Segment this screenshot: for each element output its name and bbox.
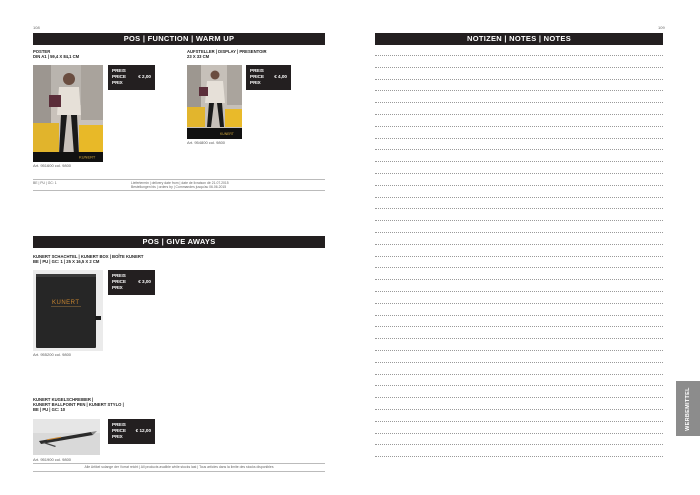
- note-line: [375, 350, 663, 351]
- display-brand: KUNERT: [220, 132, 234, 136]
- note-line: [375, 90, 663, 91]
- note-line: [375, 208, 663, 209]
- box-brand: KUNERT: [52, 300, 80, 306]
- note-line: [375, 433, 663, 434]
- note-line: [375, 374, 663, 375]
- note-line: [375, 326, 663, 327]
- pen-label: [33, 397, 124, 413]
- delivery-info: [131, 181, 229, 189]
- box-price-box: [108, 270, 155, 295]
- divider: [33, 471, 325, 472]
- pen-article: Art. 951900 col. 9800: [33, 457, 72, 462]
- pen-price-box: [108, 419, 155, 444]
- poster-size: DIN A1 | 59,4 X 84,1 CM: [33, 54, 80, 60]
- box-price-word-1: PREIS: [112, 273, 126, 278]
- poster-price-word-2: PRICE: [112, 74, 127, 80]
- note-line: [375, 397, 663, 398]
- note-line: [375, 149, 663, 150]
- display-price-box: [246, 65, 291, 90]
- divider: [33, 190, 325, 191]
- poster-label: [33, 49, 79, 59]
- box-article: Art. 955200 col. 9800: [33, 352, 72, 357]
- display-price-value: € 4,00: [274, 74, 287, 80]
- poster-price-box: [108, 65, 155, 90]
- delivery-date: Liefertermin | delivery date from | date de livraison dè 21.07.2015: [131, 180, 229, 185]
- box-price-word-2: PRICE: [112, 279, 127, 285]
- box-price-value: € 3,00: [138, 279, 151, 285]
- box-image: [33, 270, 103, 351]
- box-price-word-3: PRIX: [112, 285, 123, 291]
- display-size: 23 X 33 CM: [187, 54, 210, 60]
- poster-price-word-3: PRIX: [112, 80, 123, 86]
- pen-price-word-3: PRIX: [112, 434, 123, 440]
- note-line: [375, 279, 663, 280]
- note-line: [375, 338, 663, 339]
- pen-price-word-2: PRICE: [112, 428, 127, 434]
- note-line: [375, 173, 663, 174]
- note-line: [375, 385, 663, 386]
- side-tab-label: WERBEMITTEL: [685, 386, 692, 431]
- note-line: [375, 267, 663, 268]
- note-line: [375, 220, 663, 221]
- pen-price-word-1: PREIS: [112, 422, 126, 427]
- order-deadline: Bestellungen bis | orders by | Commandes jusqu'au 06.06.2015: [131, 184, 227, 189]
- note-line: [375, 79, 663, 80]
- display-price-word-1: PREIS: [250, 68, 264, 73]
- divider: [33, 463, 325, 464]
- box-size: BE | PU | GC: 1 | 25 X 16,5 X 2 CM: [33, 259, 100, 265]
- display-article: Art. 954800 col. 9800: [187, 140, 226, 145]
- display-label: [187, 49, 267, 59]
- display-image: [187, 65, 242, 139]
- poster-article: Art. 951600 col. 9800: [33, 163, 72, 168]
- note-line: [375, 126, 663, 127]
- note-line: [375, 409, 663, 410]
- note-line: [375, 114, 663, 115]
- note-line: [375, 244, 663, 245]
- note-line: [375, 444, 663, 445]
- note-line: [375, 362, 663, 363]
- pen-name-1: KUNERT KUGELSCHREIBER |: [33, 397, 94, 402]
- box-name: KUNERT SCHACHTEL | KUNERT BOX | BOÎTE KUNERT: [33, 254, 144, 259]
- poster-brand: KUNERT: [79, 154, 96, 160]
- pen-unit: BE | PU | GC: 10: [33, 407, 66, 413]
- note-line: [375, 256, 663, 257]
- pen-name-2: KUNERT BALLPOINT PEN | KUNERT STYLO |: [33, 402, 124, 408]
- note-line: [375, 421, 663, 422]
- note-line: [375, 303, 663, 304]
- box-label: [33, 254, 143, 264]
- stock-footer: Alle Artikel solange der Vorrat reicht | All products availble while stocks last | Tous articles dans la limite des stocks disponibles: [84, 465, 274, 469]
- note-line: [375, 456, 663, 457]
- note-line: [375, 55, 663, 56]
- note-line: [375, 185, 663, 186]
- side-tab: [676, 381, 700, 436]
- note-line: [375, 197, 663, 198]
- poster-name: POSTER: [33, 49, 51, 54]
- poster-price-value: € 2,00: [138, 74, 151, 80]
- poster-price-word-1: PREIS: [112, 68, 126, 73]
- note-line: [375, 232, 663, 233]
- poster-photo: [33, 65, 103, 162]
- page-number-left: 108: [33, 25, 40, 30]
- pen-price-value: € 12,00: [135, 428, 151, 434]
- page-number-right: 109: [658, 25, 665, 30]
- display-price-word-3: PRIX: [250, 80, 261, 86]
- note-line: [375, 138, 663, 139]
- box-photo: [33, 270, 103, 351]
- display-photo: [187, 65, 242, 139]
- note-line: [375, 291, 663, 292]
- note-line: [375, 161, 663, 162]
- note-line: [375, 102, 663, 103]
- display-name: AUFSTELLER | DISPLAY | PRESENTOIR: [187, 49, 267, 54]
- warmup-meta: BE | PU | GC: 1: [33, 181, 57, 185]
- notes-section-title: NOTIZEN | NOTES | NOTES: [375, 33, 663, 45]
- warmup-section-title: POS | FUNCTION | WARM UP: [33, 33, 325, 45]
- note-line: [375, 67, 663, 68]
- note-line: [375, 315, 663, 316]
- pen-photo: [33, 419, 100, 455]
- pen-image: [33, 419, 100, 455]
- display-price-word-2: PRICE: [250, 74, 265, 80]
- giveaways-section-title: POS | GIVE AWAYS: [33, 236, 325, 248]
- poster-image: [33, 65, 103, 162]
